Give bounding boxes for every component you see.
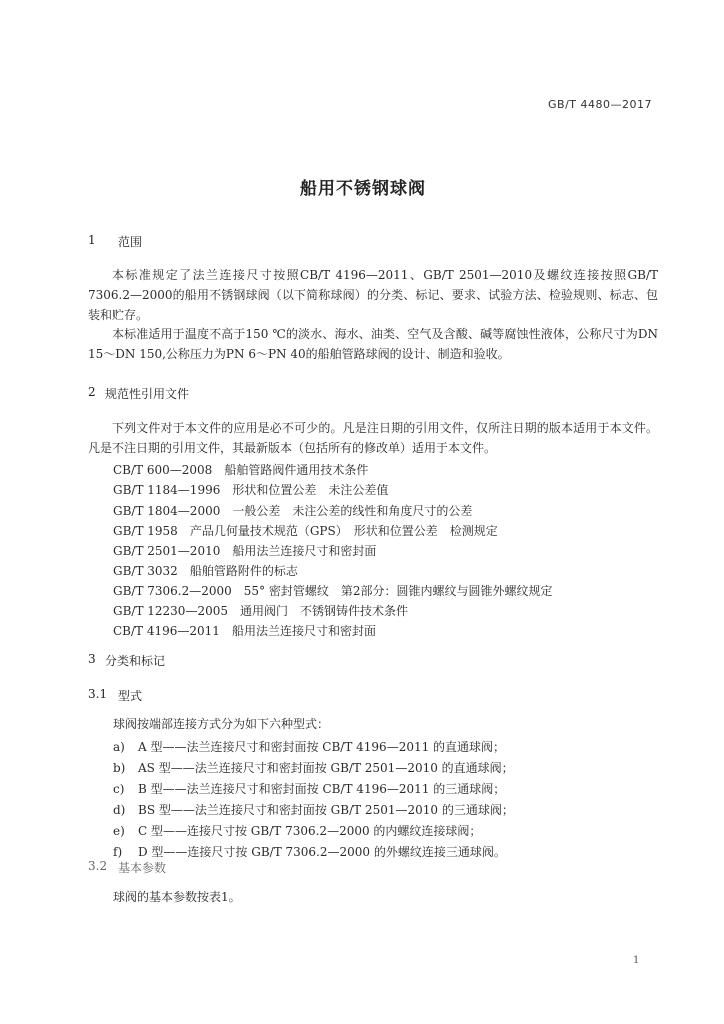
reference-title: 通用阀门 不锈钢铸件技术条件 xyxy=(239,604,408,618)
section-1-number: 1 xyxy=(88,233,96,247)
type-item-text: BS 型——法兰连接尺寸和密封面按 GB/T 2501—2010 的三通球阀； xyxy=(138,803,514,817)
type-item-label: a) xyxy=(113,740,125,754)
type-item-label: d) xyxy=(113,803,126,817)
type-item-text: B 型——法兰连接尺寸和密封面按 CB/T 4196—2011 的三通球阀； xyxy=(138,782,506,796)
reference-item xyxy=(113,542,376,559)
reference-title: 一般公差 未注公差的线性和角度尺寸的公差 xyxy=(232,504,473,518)
reference-code: GB/T 1184—1996 xyxy=(113,483,221,497)
type-item xyxy=(113,759,514,776)
section-2-paragraph: 下列文件对于本文件的应用是必不可少的。凡是注日期的引用文件，仅所注日期的版本适用于本文件。凡是不注日期的引用文件，其最新版本（包括所有的修改单）适用于本文件。 xyxy=(88,421,658,455)
section-3-1-number: 3.1 xyxy=(88,687,108,701)
reference-title: 船用法兰连接尺寸和密封面 xyxy=(232,544,377,558)
type-item-text: A 型——法兰连接尺寸和密封面按 CB/T 4196—2011 的直通球阀； xyxy=(138,740,506,754)
type-item-label: f) xyxy=(113,845,123,859)
section-1-heading: 范围 xyxy=(118,235,143,249)
section-3-2-heading: 基本参数 xyxy=(118,861,167,875)
reference-item xyxy=(113,562,298,579)
reference-item xyxy=(113,461,368,478)
reference-title: 55° 密封管螺纹 第2部分：圆锥内螺纹与圆锥外螺纹规定 xyxy=(243,584,553,598)
reference-item xyxy=(113,502,472,519)
reference-code: CB/T 4196—2011 xyxy=(113,624,220,638)
reference-title: 船用法兰连接尺寸和密封面 xyxy=(231,624,376,638)
section-3-2-text: 球阀的基本参数按表1。 xyxy=(113,890,241,904)
type-item-text: C 型——连接尺寸按 GB/T 7306.2—2000 的内螺纹连接球阀； xyxy=(138,824,482,838)
type-item xyxy=(113,801,514,818)
reference-title: 船舶管路附件的标志 xyxy=(189,564,298,578)
type-item-label: e) xyxy=(113,824,125,838)
type-item xyxy=(113,843,506,860)
section-3-1-heading: 型式 xyxy=(118,689,143,703)
type-item-label: c) xyxy=(113,782,125,796)
reference-title: 产品几何量技术规范（GPS） 形状和位置公差 检测规定 xyxy=(189,524,498,538)
reference-item xyxy=(113,481,388,498)
reference-code: CB/T 600—2008 xyxy=(113,463,213,477)
reference-code: GB/T 1804—2000 xyxy=(113,504,221,518)
reference-item xyxy=(113,622,376,639)
reference-item xyxy=(113,582,553,599)
section-3-heading: 分类和标记 xyxy=(105,654,166,668)
section-3-2-number: 3.2 xyxy=(88,859,108,873)
reference-title: 形状和位置公差 未注公差值 xyxy=(232,483,389,497)
reference-code: GB/T 12230—2005 xyxy=(113,604,228,618)
reference-code: GB/T 2501—2010 xyxy=(113,544,221,558)
section-3-1-intro: 球阀按端部连接方式分为如下六种型式： xyxy=(113,717,330,731)
type-item-text: D 型——连接尺寸按 GB/T 7306.2—2000 的外螺纹连接三通球阀。 xyxy=(138,845,506,859)
type-item xyxy=(113,738,505,755)
section-3-number: 3 xyxy=(88,652,96,666)
reference-code: GB/T 3032 xyxy=(113,564,178,578)
type-item-label: b) xyxy=(113,761,126,775)
section-1-paragraph-2: 本标准适用于温度不高于150 ℃的淡水、海水、油类、空气及含酸、碱等腐蚀性液体，公称尺寸为DN 15～DN 150,公称压力为PN 6～PN 40的船舶管路球阀的设计、制造和验收。 xyxy=(88,327,658,361)
section-1-paragraph-1: 本标准规定了法兰连接尺寸按照CB/T 4196—2011、GB/T 2501—2010及螺纹连接按照GB/T 7306.2—2000的船用不锈钢球阀（以下简称球阀）的分类、标记、要求、试验方法、检验规则、标志、包装和贮存。 xyxy=(88,268,658,322)
section-2-number: 2 xyxy=(88,385,96,399)
reference-code: GB/T 7306.2—2000 xyxy=(113,584,232,598)
reference-item xyxy=(113,522,498,539)
document-title: 船用不锈钢球阀 xyxy=(300,179,426,199)
standard-code: GB/T 4480—2017 xyxy=(548,98,652,111)
reference-item xyxy=(113,602,408,619)
type-item xyxy=(113,780,505,797)
type-item-text: AS 型——法兰连接尺寸和密封面按 GB/T 2501—2010 的直通球阀； xyxy=(138,761,514,775)
section-2-heading: 规范性引用文件 xyxy=(105,387,190,401)
type-item xyxy=(113,822,481,839)
page-number: 1 xyxy=(633,955,640,966)
reference-code: GB/T 1958 xyxy=(113,524,178,538)
reference-title: 船舶管路阀件通用技术条件 xyxy=(224,463,369,477)
